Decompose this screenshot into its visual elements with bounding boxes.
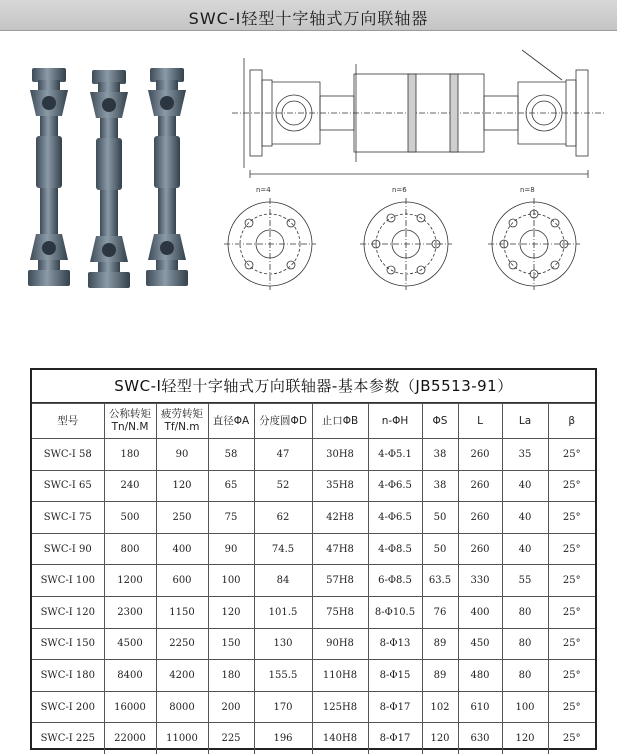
table-cell: 84 [254,565,312,597]
table-cell: 180 [208,660,254,692]
table-header-row [32,404,595,439]
table-cell: 170 [254,691,312,723]
table-cell: SWC-I 65 [32,470,104,502]
product-photo [22,66,212,298]
table-cell: 450 [458,628,502,660]
table-cell: 80 [502,596,548,628]
table-cell: 8-Φ13 [368,628,422,660]
table-cell: SWC-I 100 [32,565,104,597]
table-cell: SWC-I 58 [32,439,104,471]
table-cell: 4200 [156,660,208,692]
table-cell: 120 [208,596,254,628]
table-cell: 400 [458,596,502,628]
table-cell: 8-Φ10.5 [368,596,422,628]
column-header: β [548,404,595,439]
table-cell: 25° [548,723,595,754]
column-header: ΦS [422,404,458,439]
table-cell: 80 [502,660,548,692]
table-cell: 240 [104,470,156,502]
table-cell: 16000 [104,691,156,723]
table-cell: 4-Φ6.5 [368,470,422,502]
table-row [32,691,595,723]
table-cell: 180 [104,439,156,471]
table-cell: 630 [458,723,502,754]
table-row [32,470,595,502]
table-cell: 30H8 [312,439,368,471]
column-header: L [458,404,502,439]
table-cell: 101.5 [254,596,312,628]
table-row [32,596,595,628]
table-cell: 260 [458,470,502,502]
table-cell: 75 [208,502,254,534]
parameter-table [32,403,595,754]
table-cell: 55 [502,565,548,597]
header-band [0,0,617,31]
table-cell: 125H8 [312,691,368,723]
table-cell: 25° [548,502,595,534]
table-cell: 200 [208,691,254,723]
table-cell: 25° [548,565,595,597]
table-cell: SWC-I 180 [32,660,104,692]
table-cell: 8-Φ17 [368,723,422,754]
table-cell: 102 [422,691,458,723]
table-cell: 74.5 [254,533,312,565]
table-cell: 25° [548,660,595,692]
table-cell: 89 [422,660,458,692]
table-row [32,565,595,597]
parameter-table-panel [30,368,597,750]
table-cell: 25° [548,533,595,565]
table-cell: 8-Φ15 [368,660,422,692]
table-cell: 25° [548,470,595,502]
table-cell: SWC-I 150 [32,628,104,660]
table-cell: 65 [208,470,254,502]
table-row [32,502,595,534]
flange-label-n8: n=8 [520,186,535,194]
column-header: La [502,404,548,439]
table-cell: 2250 [156,628,208,660]
table-cell: 35 [502,439,548,471]
table-cell: 130 [254,628,312,660]
column-header: 公称转矩 Tn/N.M [104,404,156,439]
table-cell: 4-Φ5.1 [368,439,422,471]
table-cell: 260 [458,533,502,565]
table-cell: 330 [458,565,502,597]
table-cell: 480 [458,660,502,692]
table-cell: 25° [548,628,595,660]
table-cell: 400 [156,533,208,565]
table-cell: 38 [422,470,458,502]
table-cell: 225 [208,723,254,754]
table-cell: 500 [104,502,156,534]
table-cell: 50 [422,533,458,565]
table-cell: 4-Φ8.5 [368,533,422,565]
table-cell: 6-Φ8.5 [368,565,422,597]
table-cell: 140H8 [312,723,368,754]
table-cell: SWC-I 90 [32,533,104,565]
table-cell: SWC-I 200 [32,691,104,723]
column-header: 疲劳转矩 Tf/N.m [156,404,208,439]
table-cell: 4-Φ6.5 [368,502,422,534]
table-cell: 90 [208,533,254,565]
column-header: 分度圆ΦD [254,404,312,439]
table-cell: 120 [156,470,208,502]
table-cell: 40 [502,533,548,565]
table-cell: 120 [422,723,458,754]
column-header: n-ΦH [368,404,422,439]
table-row [32,533,595,565]
table-row [32,723,595,754]
table-cell: 62 [254,502,312,534]
table-cell: 40 [502,470,548,502]
table-cell: 260 [458,502,502,534]
column-header: 型号 [32,404,104,439]
table-cell: 38 [422,439,458,471]
table-cell: 90 [156,439,208,471]
table-cell: 80 [502,628,548,660]
flange-label-n6: n=6 [392,186,407,194]
table-cell: 120 [502,723,548,754]
table-cell: 150 [208,628,254,660]
column-header: 止口ΦB [312,404,368,439]
table-cell: 57H8 [312,565,368,597]
table-cell: 100 [208,565,254,597]
table-cell: 76 [422,596,458,628]
table-cell: 600 [156,565,208,597]
table-cell: 42H8 [312,502,368,534]
table-cell: 260 [458,439,502,471]
column-header: 直径ΦA [208,404,254,439]
table-cell: 2300 [104,596,156,628]
table-row [32,439,595,471]
flange-view-n8 [488,198,580,290]
table-cell: 110H8 [312,660,368,692]
table-body [32,439,595,754]
table-row [32,628,595,660]
table-cell: 47H8 [312,533,368,565]
table-cell: 196 [254,723,312,754]
table-cell: 8000 [156,691,208,723]
table-cell: 90H8 [312,628,368,660]
table-cell: 8400 [104,660,156,692]
table-cell: 8-Φ17 [368,691,422,723]
table-cell: 58 [208,439,254,471]
table-cell: 52 [254,470,312,502]
table-cell: 25° [548,439,595,471]
table-cell: 50 [422,502,458,534]
table-cell: 100 [502,691,548,723]
table-title: SWC-I轻型十字轴式万向联轴器-基本参数（JB5513-91） [32,370,595,403]
table-cell: 1150 [156,596,208,628]
table-row [32,660,595,692]
page-title: SWC-I轻型十字轴式万向联轴器 [188,9,429,28]
table-cell: 4500 [104,628,156,660]
table-cell: 47 [254,439,312,471]
flange-view-n6 [360,198,452,290]
table-cell: 35H8 [312,470,368,502]
table-cell: 610 [458,691,502,723]
table-cell: SWC-I 120 [32,596,104,628]
table-cell: 63.5 [422,565,458,597]
assembly-drawing [222,40,614,186]
table-cell: 800 [104,533,156,565]
table-cell: SWC-I 225 [32,723,104,754]
table-cell: 25° [548,691,595,723]
table-cell: 250 [156,502,208,534]
table-cell: 89 [422,628,458,660]
flange-view-n4 [224,198,316,290]
table-cell: 1200 [104,565,156,597]
table-cell: 40 [502,502,548,534]
table-cell: 11000 [156,723,208,754]
table-cell: 22000 [104,723,156,754]
table-cell: 75H8 [312,596,368,628]
table-cell: SWC-I 75 [32,502,104,534]
table-cell: 155.5 [254,660,312,692]
flange-views [222,184,614,306]
flange-label-n4: n=4 [256,186,271,194]
table-cell: 25° [548,596,595,628]
